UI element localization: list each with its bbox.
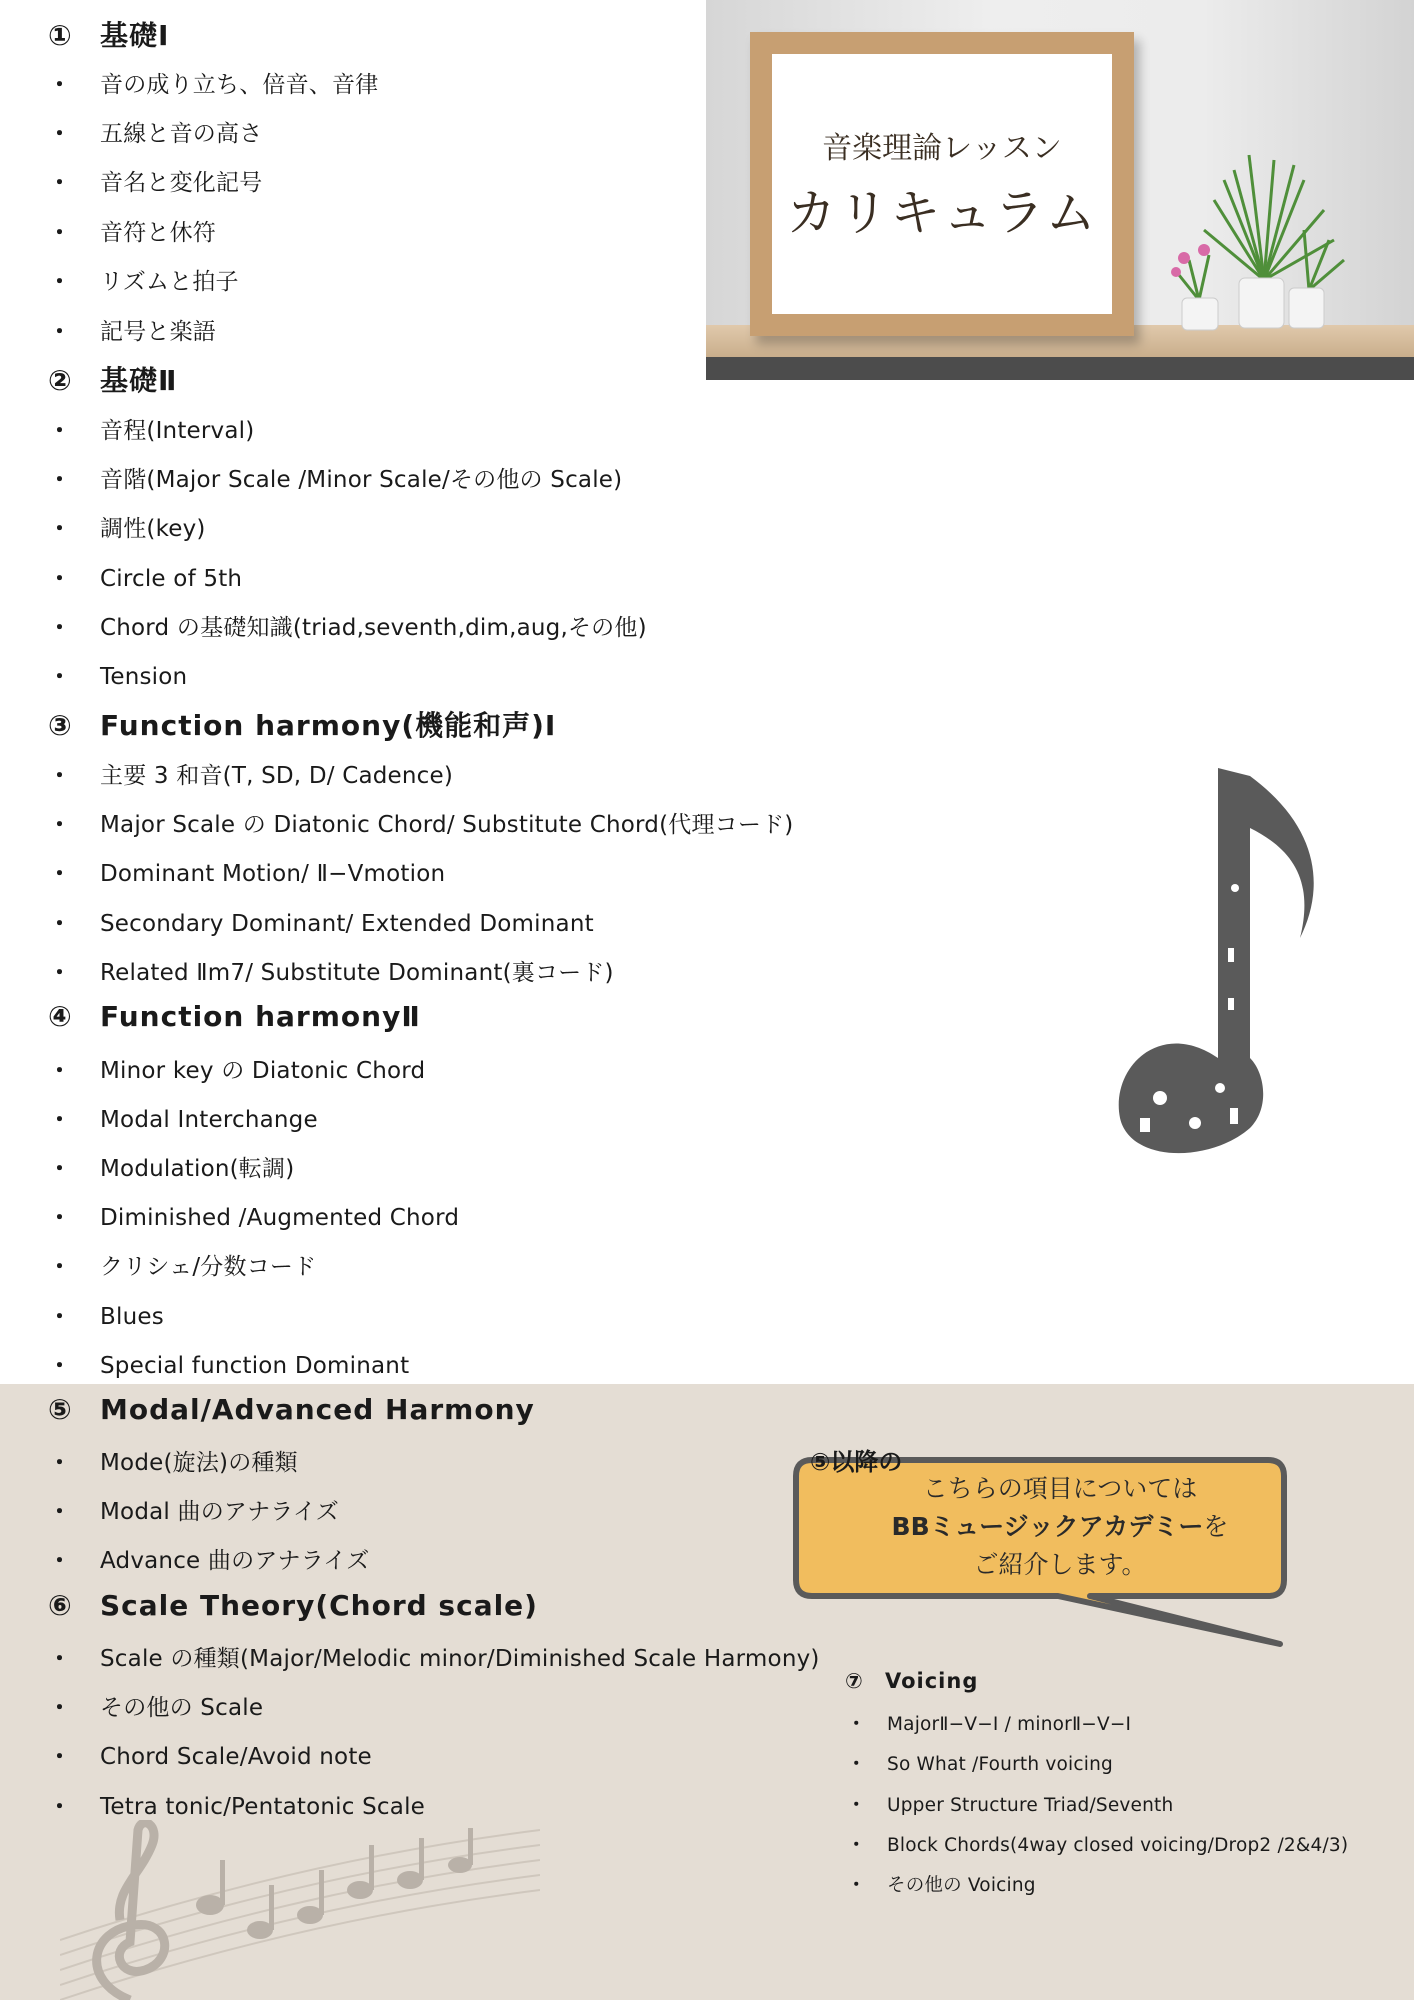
section-2-heading <box>48 359 177 399</box>
list-item: ・ MajorⅡ−Ⅴ−Ⅰ / minorⅡ−Ⅴ−Ⅰ <box>847 1714 1132 1735</box>
list-item: ・ Secondary Dominant/ Extended Dominant <box>48 911 594 937</box>
section-number: ⑤ <box>48 1393 73 1426</box>
section-number: ⑥ <box>48 1589 73 1622</box>
list-item: ・ 音名と変化記号 <box>48 170 263 196</box>
section-number: ② <box>48 364 73 397</box>
treble-clef-staff-icon <box>60 1820 540 2000</box>
list-item: ・ Special function Dominant <box>48 1353 410 1379</box>
list-item: ・ Blues <box>48 1304 164 1330</box>
list-item: ・ Related Ⅱm7/ Substitute Dominant(裏コード) <box>48 960 614 986</box>
hero-title: カリキュラム <box>786 184 1098 242</box>
list-item: ・ 音階(Major Scale /Minor Scale/その他の Scale) <box>48 467 623 493</box>
list-item: ・ 調性(key) <box>48 516 206 542</box>
potted-plant-icon <box>1154 150 1364 350</box>
list-item: ・ 記号と楽語 <box>48 319 216 345</box>
list-item: ・ Tension <box>48 664 188 690</box>
list-item: ・ Advance 曲のアナライズ <box>48 1548 370 1574</box>
section-number: ① <box>48 19 73 52</box>
section-4-heading <box>48 1000 421 1033</box>
list-item: ・ 五線と音の高さ <box>48 121 263 147</box>
list-item: ・ Mode(旋法)の種類 <box>48 1450 298 1476</box>
list-item: ・ Dominant Motion/ Ⅱ−Ⅴmotion <box>48 861 446 887</box>
list-item: ・ Modal Interchange <box>48 1107 318 1133</box>
section-5-heading <box>48 1393 535 1426</box>
list-item: ・ 音程(Interval) <box>48 418 255 444</box>
list-item: ・ Diminished /Augmented Chord <box>48 1205 460 1231</box>
section-7-heading <box>845 1669 978 1693</box>
list-item: ・ その他の Voicing <box>847 1875 1036 1896</box>
list-item: ・ クリシェ/分数コード <box>48 1254 317 1280</box>
list-item: ・ Minor key の Diatonic Chord <box>48 1058 426 1084</box>
list-item: ・ リズムと拍子 <box>48 269 239 295</box>
list-item: ・ So What /Fourth voicing <box>847 1754 1113 1775</box>
list-item: ・ Upper Structure Triad/Seventh <box>847 1795 1174 1816</box>
list-item: ・ Tetra tonic/Pentatonic Scale <box>48 1794 426 1820</box>
section-title: 基礎Ⅰ <box>100 19 170 52</box>
section-number: ③ <box>48 709 73 742</box>
list-item: ・ 主要 3 和音(T, SD, D/ Cadence) <box>48 763 454 789</box>
picture-frame <box>750 32 1134 336</box>
callout-label: ⑤以降の <box>810 1448 903 1476</box>
section-title: 基礎Ⅱ <box>100 364 178 397</box>
section-6-heading <box>48 1589 538 1622</box>
callout-line-3: ご紹介します。 <box>973 1550 1147 1579</box>
section-title: Modal/Advanced Harmony <box>100 1393 535 1426</box>
hero-image <box>706 0 1414 380</box>
list-item: ・ Scale の種類(Major/Melodic minor/Diminished Scale Harmony) <box>48 1646 820 1672</box>
list-item: ・ Chord の基礎知識(triad,seventh,dim,aug,その他) <box>48 615 647 641</box>
section-title: Function harmony(機能和声)Ⅰ <box>100 709 557 742</box>
callout-line-2: BBミュージックアカデミーを <box>891 1512 1229 1541</box>
list-item: ・ 音の成り立ち、倍音、音律 <box>48 72 379 98</box>
shelf-edge <box>706 357 1414 380</box>
list-item: ・ Block Chords(4way closed voicing/Drop2 /2&4/3) <box>847 1835 1349 1856</box>
list-item: ・ Circle of 5th <box>48 566 243 592</box>
frame-inner <box>772 54 1112 314</box>
hero-subtitle: 音楽理論レッスン <box>822 131 1062 166</box>
list-item: ・ Modal 曲のアナライズ <box>48 1499 339 1525</box>
section-1-heading <box>48 14 169 54</box>
list-item: ・ Major Scale の Diatonic Chord/ Substitute Chord(代理コード) <box>48 812 794 838</box>
callout-text <box>800 1470 1320 1584</box>
list-item: ・ Modulation(転調) <box>48 1156 295 1182</box>
section-title: Function harmonyⅡ <box>100 1000 421 1033</box>
section-number: ④ <box>48 1000 73 1033</box>
section-3-heading <box>48 704 556 744</box>
section-title: Voicing <box>885 1669 979 1693</box>
callout-line-1: こちらの項目については <box>922 1474 1198 1503</box>
music-note-collage-icon <box>1100 768 1330 1168</box>
section-number: ⑦ <box>845 1669 864 1693</box>
section-title: Scale Theory(Chord scale) <box>100 1589 538 1622</box>
list-item: ・ その他の Scale <box>48 1695 264 1721</box>
academy-name: BBミュージックアカデミー <box>891 1512 1204 1541</box>
list-item: ・ 音符と休符 <box>48 220 216 246</box>
list-item: ・ Chord Scale/Avoid note <box>48 1744 372 1770</box>
